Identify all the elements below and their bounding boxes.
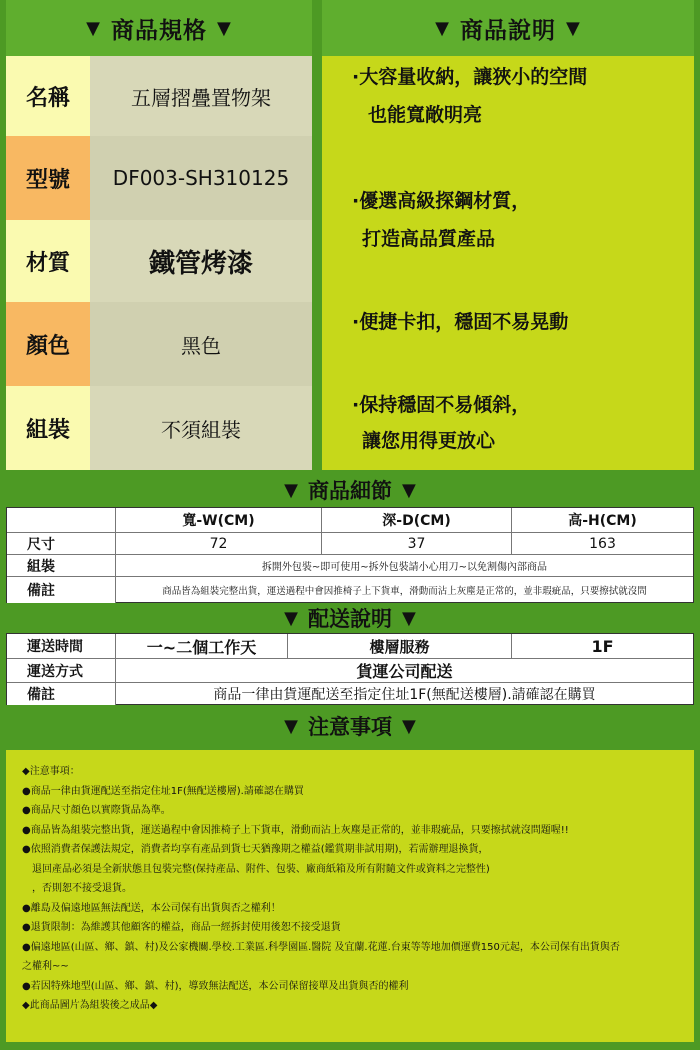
notice-line: 之權利~~ [22,961,69,972]
notice-line: ●商品皆為組裝完整出貨，運送過程中會因推椅子上下貨車，滑動而沾上灰塵是正常的，並非瑕疵品，只要擦拭就沒問題喔!! [22,824,569,836]
notice-line: ●退貨限制：為維護其他顧客的權益，商品一經拆封使用後恕不接受退貨 [22,922,341,933]
desc-header [322,0,694,56]
table-cell: 貨運公司配送 [115,659,693,682]
triangle-down-icon: ▼ [86,17,101,39]
description-panel [322,56,694,470]
spec-value: 鐵管烤漆 [90,220,312,302]
column-header: 寬-W(CM) [115,508,321,532]
table-cell: 一~二個工作天 [115,634,287,658]
detail-header [0,475,700,505]
notice-line: ，否則恕不接受退貨。 [32,883,132,894]
desc-header-title: 商品說明 [460,17,556,44]
spec-value: 五層摺疊置物架 [90,56,312,136]
description-line: ·大容量收納，讓狹小的空間 [352,66,588,88]
triangle-down-icon: ▼ [217,17,232,39]
table-row [7,634,693,658]
notice-line: 退回產品必須是全新狀態且包裝完整(保持產品、附件、包裝、廠商紙箱及所有附隨文件或資料之完整性) [32,863,490,875]
delivery-header-title: 配送說明 [308,607,392,631]
row-label: 組裝 [7,555,115,576]
spec-header [6,0,312,56]
triangle-down-icon: ▼ [402,479,416,501]
table-cell: 163 [511,533,693,554]
row-label: 運送時間 [7,634,115,658]
triangle-down-icon: ▼ [284,715,298,737]
spec-row-assembly [6,386,312,470]
spec-label: 型號 [6,136,90,220]
column-header: 高-H(CM) [511,508,693,532]
notice-line: ●偏遠地區(山區、鄉、鎮、村)及公家機關.學校.工業區.科學園區.醫院 及宜蘭.花蓮.台東等等地加價運費150元起，本公司保有出貨與否 [22,941,620,953]
table-cell: 37 [321,533,511,554]
description-line: ·便捷卡扣，穩固不易晃動 [352,311,569,333]
description-line: 也能寬敞明亮 [368,104,483,126]
spec-value: DF003-SH310125 [90,136,312,220]
spec-label: 名稱 [6,56,90,136]
triangle-down-icon: ▼ [435,17,450,39]
table-cell: 拆開外包裝~即可使用~拆外包裝請小心用刀~以免割傷內部商品 [115,555,693,576]
spec-row-model [6,136,312,220]
notice-header-title: 注意事項 [308,715,392,739]
triangle-down-icon: ▼ [402,715,416,737]
table-row [7,658,693,682]
notice-line: ●商品尺寸顏色以實際貨品為準。 [22,805,171,816]
notice-line: ◆此商品圖片為組裝後之成品◆ [22,1000,158,1011]
spec-value: 不須組裝 [90,386,312,470]
detail-header-title: 商品細節 [308,479,392,503]
notice-header [0,707,700,745]
triangle-down-icon: ▼ [566,17,581,39]
description-line: ·優選高級探鋼材質， [352,190,531,212]
table-row [7,508,693,532]
triangle-down-icon: ▼ [402,607,416,629]
notice-line: ●商品一律由貨運配送至指定住址1F(無配送樓層).請確認在購買 [22,785,304,797]
table-row [7,532,693,554]
spec-row-name [6,56,312,136]
table-cell: 樓層服務 [287,634,511,658]
notice-line: ●依照消費者保護法規定，消費者均享有產品到貨七天猶豫期之權益(鑑賞期非試用期)，若需辦理退換貨， [22,844,489,855]
delivery-table [6,633,694,705]
table-row [7,576,693,603]
row-label: 備註 [7,577,115,603]
spec-label: 顏色 [6,302,90,386]
delivery-header [0,603,700,633]
triangle-down-icon: ▼ [284,607,298,629]
notice-line: ●若因特殊地型(山區、鄉、鎮、村)，導致無法配送，本公司保留接單及出貨與否的權利 [22,980,409,992]
detail-table [6,507,694,603]
table-cell [7,508,115,532]
description-line: 讓您用得更放心 [362,430,496,452]
notice-line: ●離島及偏遠地區無法配送，本公司保有出貨與否之權利！ [22,902,281,914]
spec-value: 黑色 [90,302,312,386]
row-label: 尺寸 [7,533,115,554]
spec-row-material [6,220,312,302]
spec-label: 組裝 [6,386,90,470]
notice-panel [6,750,694,1042]
notice-line: ◆注意事項： [22,766,80,777]
description-line: ·保持穩固不易傾斜， [352,394,531,416]
row-label: 備註 [7,683,115,705]
table-row [7,554,693,576]
spec-row-color [6,302,312,386]
triangle-down-icon: ▼ [284,479,298,501]
description-line: 打造高品質產品 [362,228,496,250]
table-cell: 72 [115,533,321,554]
table-row [7,682,693,705]
spec-table [6,56,312,470]
spec-label: 材質 [6,220,90,302]
table-cell: 1F [511,634,693,658]
column-header: 深-D(CM) [321,508,511,532]
table-cell: 商品皆為組裝完整出貨，運送過程中會因推椅子上下貨車，滑動而沾上灰塵是正常的，並非瑕疵品，只要擦拭就沒問 [115,577,693,603]
spec-header-title: 商品規格 [111,17,207,44]
table-cell: 商品一律由貨運配送至指定住址1F(無配送樓層).請確認在購買 [115,683,693,705]
row-label: 運送方式 [7,659,115,682]
